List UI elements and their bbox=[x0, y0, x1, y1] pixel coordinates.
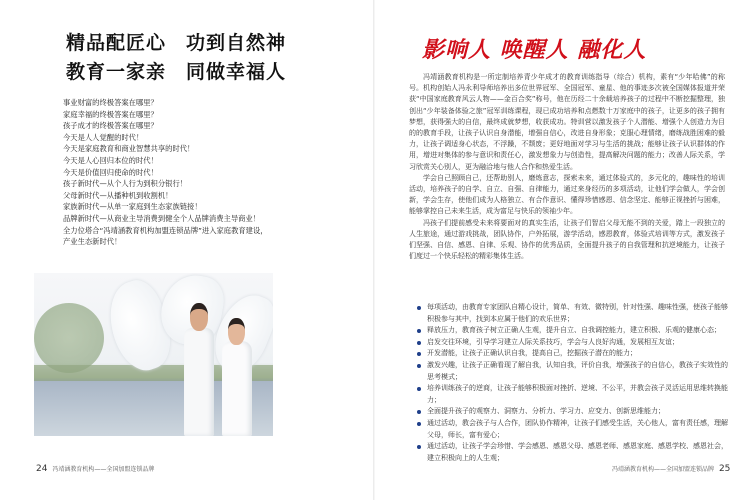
slogan-list bbox=[63, 97, 343, 248]
list-item bbox=[417, 441, 728, 464]
slogan-line: 产业生态新时代！ bbox=[63, 237, 122, 247]
man-head bbox=[190, 303, 208, 331]
girl-head bbox=[228, 318, 245, 345]
list-item bbox=[417, 406, 728, 418]
slogan-line: 品牌新时代—从商业主导消费到健全个人品牌消费主导商业！ bbox=[63, 213, 261, 223]
left-footer bbox=[36, 464, 154, 474]
right-footer bbox=[612, 464, 730, 474]
page-number: 25 bbox=[718, 464, 731, 474]
slogan-line: 家族新时代—从单一家庭到生态家族链接！ bbox=[63, 202, 202, 212]
list-item bbox=[417, 302, 728, 325]
bullet-dot-icon bbox=[417, 410, 421, 414]
paragraph: 学会自己照顾自己，还帮助别人，磨炼意志，探索未来，通过体验式的，多元化的，趣味性的培训活动，培养孩子的自学、自立、自强、自律能力，通过来身经历的多项活动，让他们学会做人，学会创新，学会生存，使他们成为人格独立、有合作意识、懂得珍惜感恩、信念坚定、能够正视挫折与困难，能够掌控自己未来生活，成为富足与快乐的领袖少年。 bbox=[409, 173, 725, 216]
bullet-dot-icon bbox=[417, 341, 421, 345]
footer-text: 冯靖涵教育机构——全国加盟连锁品牌 bbox=[612, 466, 715, 473]
page-number: 24 bbox=[36, 464, 48, 474]
list-item-text: 释放压力，教育孩子树立正确人生观，提升自立、自我调控能力，建立积极、乐观的健康心态； bbox=[427, 326, 721, 335]
girl-figure bbox=[222, 341, 252, 436]
list-item-text: 启发交往环境，引导学习建立人际关系技巧，学会与人良好沟通，发展相互友谊； bbox=[427, 337, 679, 346]
bullet-dot-icon bbox=[417, 422, 421, 426]
slogan-line: 事业财富的终极答案在哪里？ bbox=[63, 98, 158, 107]
list-item-text: 全面提升孩子的观察力、洞察力、分析力、学习力、应变力、创新思维能力； bbox=[427, 407, 665, 416]
slogan-line: 今天是人心回归本位的时代！ bbox=[63, 155, 158, 165]
list-item bbox=[417, 325, 728, 337]
list-item bbox=[417, 383, 728, 406]
paragraph: 冯靖涵教育机构是一所定制培养青少年成才的教育训练指导（综合）机构，素有“少年哈佛”的称号。机构创始人冯永利导师培养出多位世界冠军、全国冠军、童星、他的事迹多次被全国媒体报道并荣获“中国家庭教育风云人物——金百合奖”称号，他在历经二十余载培养孩子的过程中不断挖掘整理，独创出“少年装备体验之旅”冠军训练课程，现已成功培养和点燃数十万家庭中的孩子，让更多的孩子拥有梦想，获得强大的自信，最终成就梦想，收获成功。特训营以激发孩子个人潜能、增强个人创造力为目的的教育手段，让孩子认识自身潜能，增强自信心，改进自身形象；克服心理情绪，磨练战胜困难的毅力，让孩子调适身心状态，不浮躁，不颓废；更好地面对学习与生活的挑战；能够让孩子认识群体的作用，增进对集体的参与意识和责任心，激发想象力与创造性，提高解决问题的能力；改善人际关系，学习欣赏关心别人，更为融洽地与他人合作和热爱生活。 bbox=[409, 73, 725, 171]
list-item-text: 激发兴趣，让孩子正确看现了解自我，认知自我，评价自我，增强孩子的自信心，教孩子实效性的思考模式； bbox=[427, 360, 728, 381]
calligraphy-line-1: 精品配匠心 功到自然神 bbox=[66, 32, 287, 54]
slogan-line: 孩子成才的终极答案在哪里？ bbox=[63, 121, 158, 131]
slogan-line: 今天是价值回归使命的时代！ bbox=[63, 167, 158, 177]
slogan-line: 全力位塔合“冯靖涵教育机构加盟连锁品牌”进入家庭教育建设， bbox=[63, 225, 268, 235]
list-item-text: 通过活动，教会孩子与人合作，团队协作精神，让孩子们感受生活，关心他人，富有责任感，理解父母，师长，富有爱心； bbox=[427, 418, 728, 439]
list-item-text: 通过活动，让孩子学会珍惜、学会感恩、感恩父母、感恩老师、感恩家庭、感恩学校、感恩社会，建立积极向上的人生观； bbox=[427, 442, 728, 462]
tree-shape bbox=[34, 303, 104, 373]
list-item bbox=[417, 418, 728, 441]
list-item-text: 培养训练孩子的逆商，让孩子能够积极面对挫折、逆境、不公平，并教会孩子灵活运用思维转换能力； bbox=[427, 384, 728, 404]
slogan-line: 家庭幸福的终极答案在哪里？ bbox=[63, 109, 158, 119]
list-item bbox=[417, 337, 728, 349]
footer-text: 冯靖涵教育机构——全国加盟连锁品牌 bbox=[52, 466, 155, 473]
bullet-dot-icon bbox=[417, 352, 421, 356]
list-item-text: 开发潜能，让孩子正确认识自我，提高自己，挖掘孩子潜在的能力； bbox=[427, 349, 637, 358]
slogan-line: 父母新时代—从播种机到收割机！ bbox=[63, 190, 173, 200]
slogan-line: 今天是人人觉醒的时代！ bbox=[63, 132, 144, 142]
slogan-line: 今天是家庭教育和商业智慧共享的时代！ bbox=[63, 144, 195, 154]
body-text bbox=[409, 72, 725, 262]
list-item bbox=[417, 360, 728, 383]
list-item-text: 每项活动，由教育专家团队自精心设计，简单、有效、微特别，针对性强、趣味性强，使孩子能够积极参与其中，找到本应属于他们的欢乐世界； bbox=[427, 303, 728, 323]
bullet-dot-icon bbox=[417, 329, 421, 333]
bullet-dot-icon bbox=[417, 445, 421, 449]
paragraph: 冯孩子们提前感受未来将要面对的真实生活，让孩子们智启父母无能不到的关爱，踏上一段独立的人生旅途，通过游戏挑战，团队协作，户外拓展，游学活动，感恩教育，体验式培训等方式，激发孩子们坚强、自信、感恩、自律、乐观、协作的优秀品质，全面提升孩子的自我管理和抗逆境能力，让孩子们度过一个快乐轻松的精彩集体生活。 bbox=[409, 218, 725, 261]
bullet-dot-icon bbox=[417, 364, 421, 368]
bullet-list bbox=[417, 302, 728, 464]
man-figure bbox=[184, 328, 214, 436]
angel-wings-photo bbox=[34, 273, 273, 436]
calligraphy-line-2: 教育一家亲 同做幸福人 bbox=[66, 61, 287, 83]
bullet-dot-icon bbox=[417, 306, 421, 310]
slogan-line: 孩子新时代—从个人行为到积分银行！ bbox=[63, 179, 188, 189]
list-item bbox=[417, 348, 728, 360]
headline: 影响人 唤醒人 融化人 bbox=[422, 37, 647, 63]
bullet-dot-icon bbox=[417, 387, 421, 391]
